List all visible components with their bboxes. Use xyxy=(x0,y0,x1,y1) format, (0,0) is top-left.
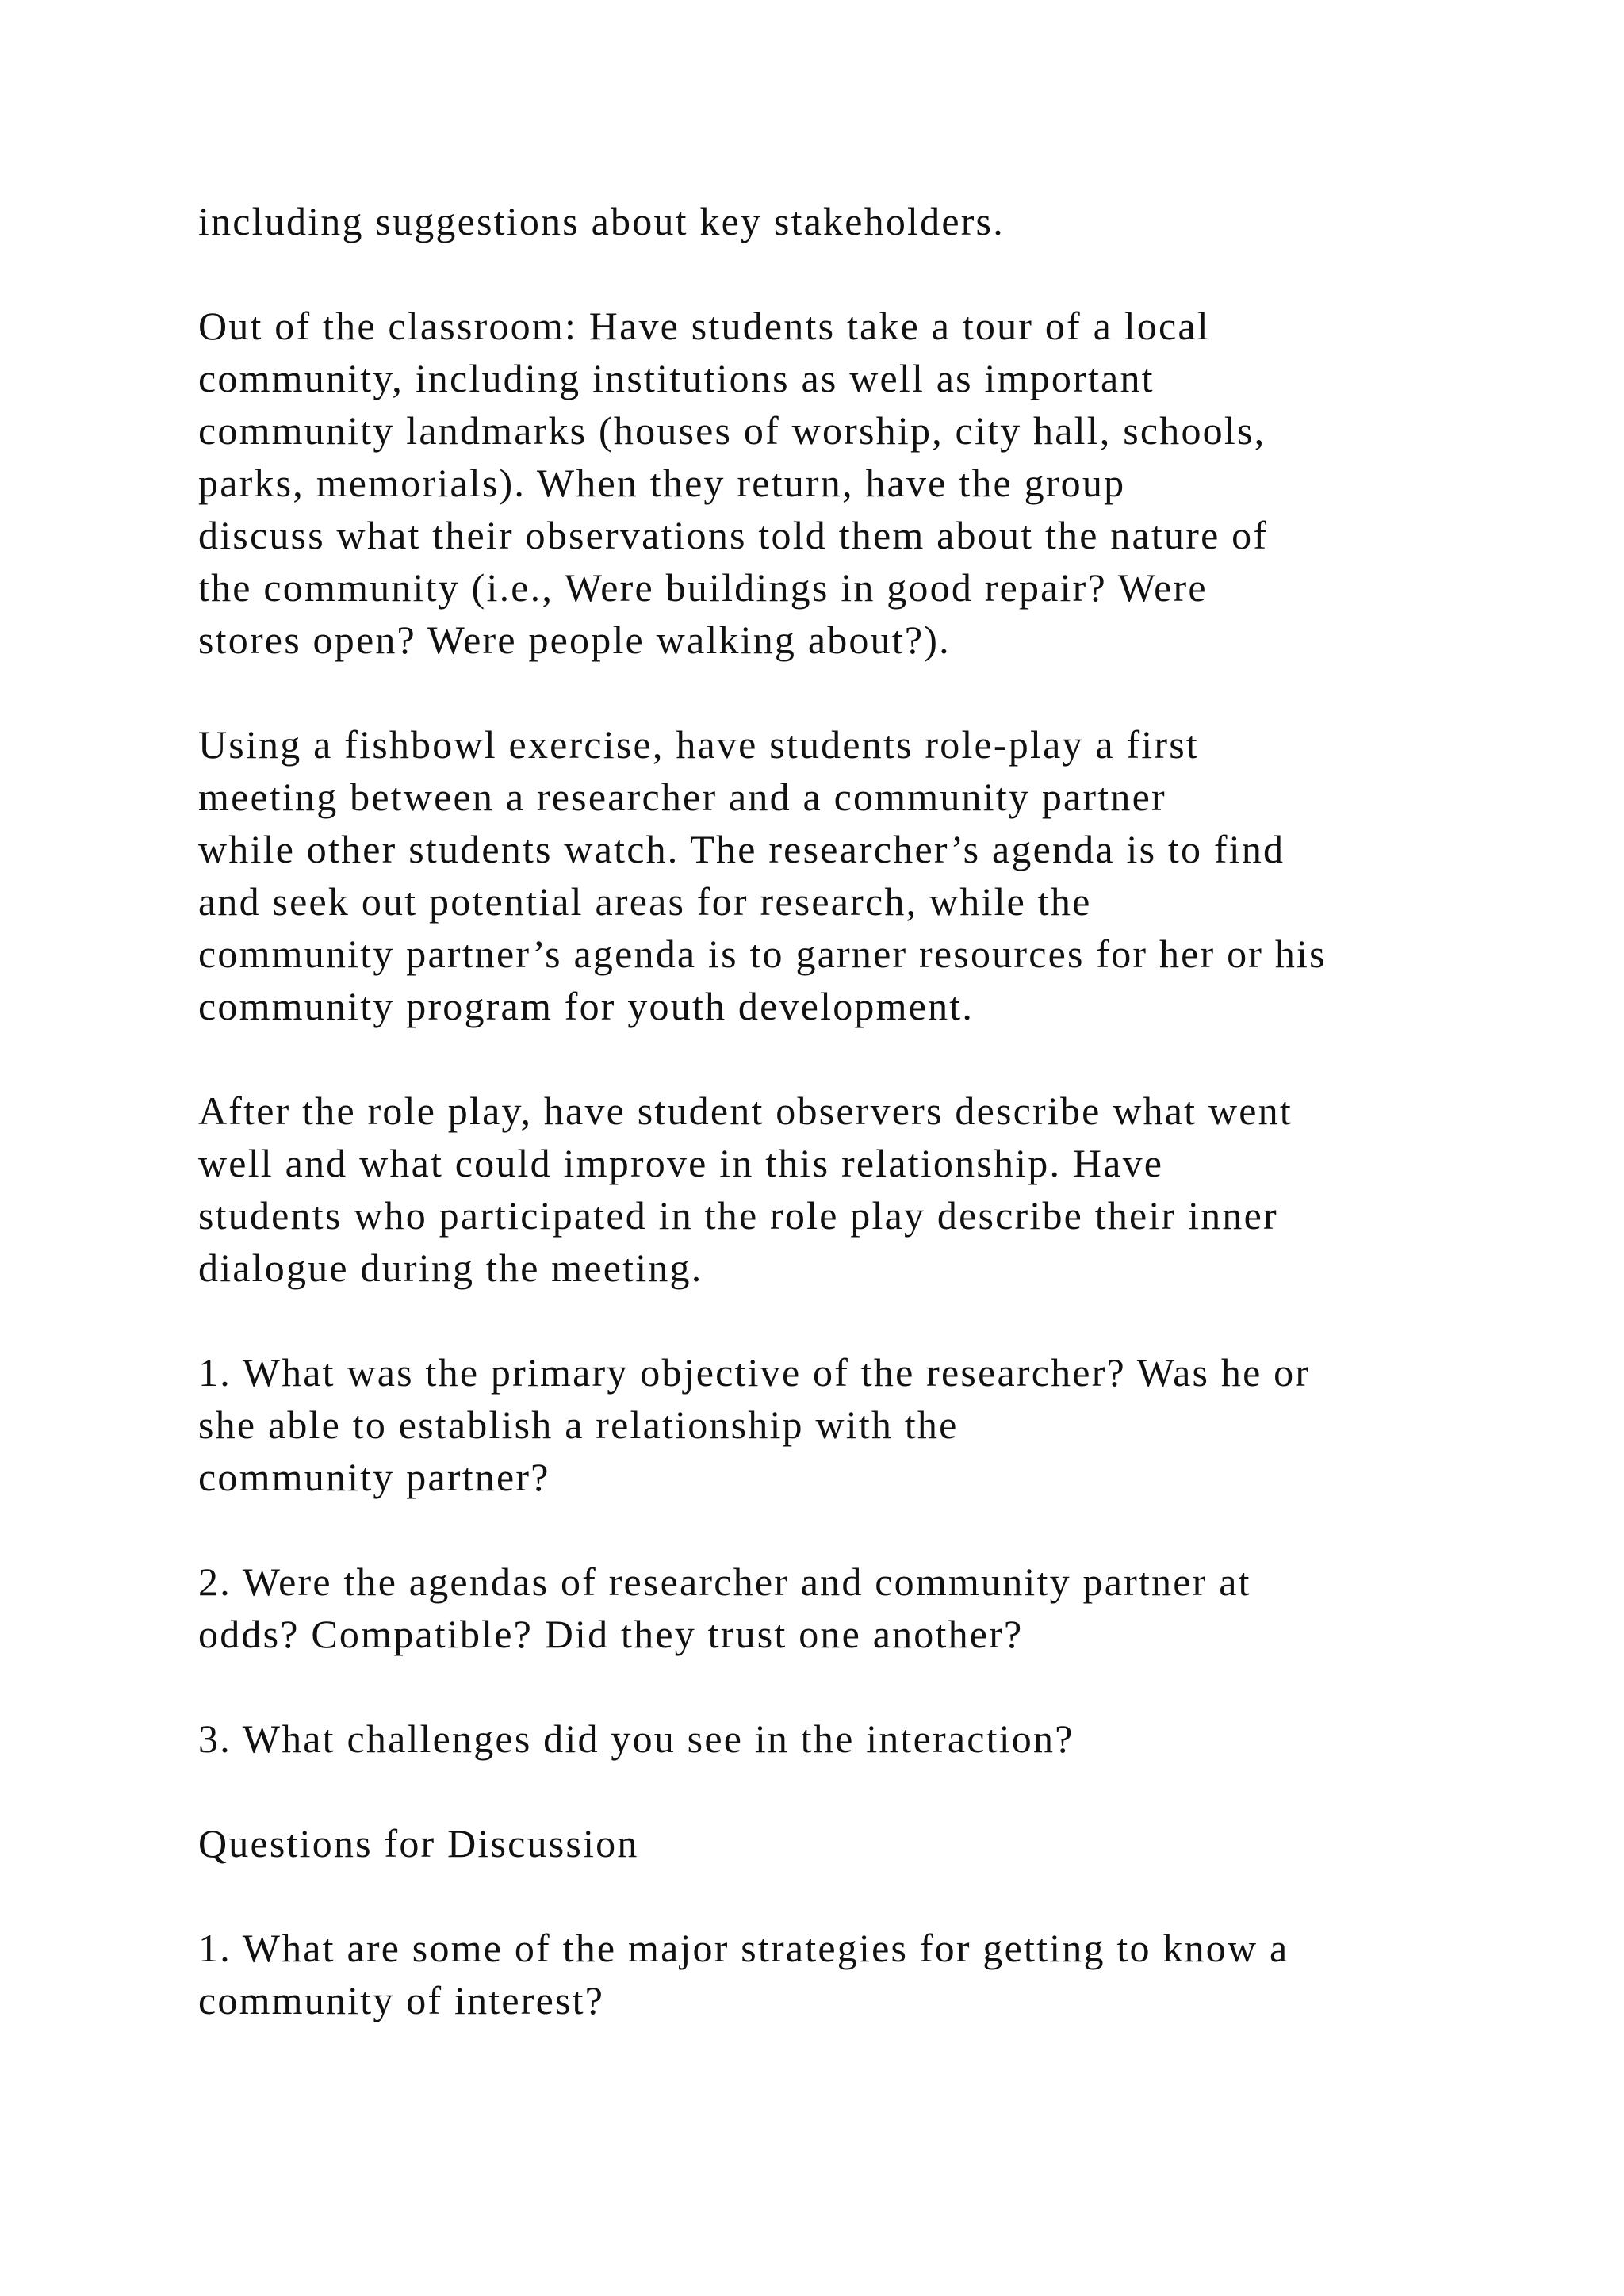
text-line: After the role play, have student observers describe what went xyxy=(198,1089,1293,1133)
text-line: 3. What challenges did you see in the interaction? xyxy=(198,1716,1074,1761)
text-line: community partner? xyxy=(198,1455,550,1499)
section-heading-questions-for-discussion xyxy=(198,1817,1546,1869)
paragraph-community-tour xyxy=(198,300,1546,666)
text-line: community program for youth development. xyxy=(198,984,975,1028)
text-line: while other students watch. The researcher’s agenda is to find xyxy=(198,827,1285,871)
text-line: stores open? Were people walking about?). xyxy=(198,618,951,662)
question-3 xyxy=(198,1712,1546,1765)
paragraph-fishbowl-exercise xyxy=(198,718,1546,1032)
text-line: discuss what their observations told them about the nature of xyxy=(198,513,1269,557)
text-line: and seek out potential areas for research, while the xyxy=(198,879,1092,924)
text-line: Out of the classroom: Have students take a tour of a local xyxy=(198,304,1210,348)
text-line: dialogue during the meeting. xyxy=(198,1246,703,1290)
text-line: meeting between a researcher and a community partner xyxy=(198,775,1166,819)
section-heading: Questions for Discussion xyxy=(198,1821,639,1866)
text-line: she able to establish a relationship with the xyxy=(198,1402,959,1447)
text-line: the community (i.e., Were buildings in good repair? Were xyxy=(198,565,1208,610)
discussion-question-1 xyxy=(198,1922,1546,2026)
text-line: parks, memorials). When they return, have the group xyxy=(198,461,1126,505)
text-line: odds? Compatible? Did they trust one another? xyxy=(198,1612,1024,1656)
text-line: 1. What are some of the major strategies for getting to know a xyxy=(198,1926,1289,1970)
text-line: community landmarks (houses of worship, city hall, schools, xyxy=(198,408,1266,453)
text-line: 1. What was the primary objective of the researcher? Was he or xyxy=(198,1350,1311,1395)
text-line: 2. Were the agendas of researcher and community partner at xyxy=(198,1559,1251,1604)
question-1 xyxy=(198,1346,1546,1503)
document-body xyxy=(198,195,1546,2026)
text-line: community of interest? xyxy=(198,1978,605,2022)
text-line: students who participated in the role play describe their inner xyxy=(198,1193,1278,1238)
text-line: well and what could improve in this relationship. Have xyxy=(198,1141,1164,1185)
text-line: community partner’s agenda is to garner resources for her or his xyxy=(198,932,1327,976)
paragraph-role-play-debrief xyxy=(198,1085,1546,1294)
paragraph-stakeholders-continuation xyxy=(198,195,1546,247)
question-2 xyxy=(198,1556,1546,1660)
text-line: community, including institutions as well as important xyxy=(198,356,1155,400)
text-line: including suggestions about key stakeholders. xyxy=(198,199,1005,243)
text-line: Using a fishbowl exercise, have students role-play a first xyxy=(198,722,1199,767)
